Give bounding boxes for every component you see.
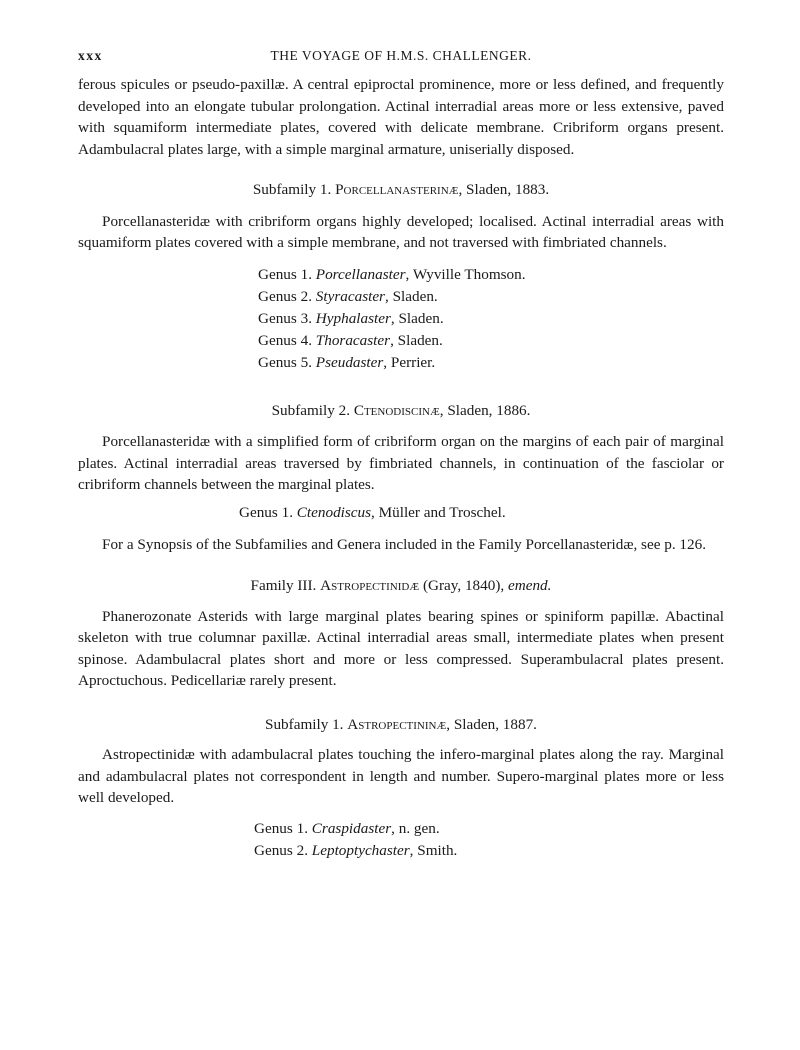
genus-item xyxy=(239,502,724,524)
genus-authority: , Müller and Troschel. xyxy=(371,503,506,521)
family-label: Family III. xyxy=(250,577,317,595)
subfamily-2-genera xyxy=(239,502,724,524)
genus-label: Genus 1. xyxy=(254,819,308,837)
subfamily-name: Porcellanasterinæ xyxy=(335,181,459,198)
subfamily-authority: , Sladen, 1887. xyxy=(446,715,537,733)
genus-name: Leptoptychaster xyxy=(311,841,410,859)
subfamily-1-heading xyxy=(78,179,724,201)
genus-name: Styracaster xyxy=(315,287,385,305)
genus-label: Genus 5. xyxy=(258,354,312,372)
subfamily-3-description: Astropectinidæ with adambulacral plates touching the infero-marginal plates along the ray. Marginal and adambulacral plates not correspondent in length and number. Supero-marginal plates more or less well developed. xyxy=(78,746,724,807)
genus-authority: , n. gen. xyxy=(391,819,440,837)
genus-item xyxy=(258,352,724,374)
subfamily-3-genera xyxy=(254,818,724,862)
genus-name: Thoracaster xyxy=(315,332,391,350)
genus-label: Genus 1. xyxy=(239,503,293,521)
subfamily-authority: , Sladen, 1883. xyxy=(458,181,550,198)
genus-item xyxy=(258,264,724,286)
subfamily-1-genera xyxy=(258,264,724,375)
running-title: THE VOYAGE OF H.M.S. CHALLENGER. xyxy=(270,48,532,63)
genus-label: Genus 1. xyxy=(258,265,312,283)
genus-authority: , Sladen. xyxy=(390,309,444,327)
subfamily-name: Ctenodiscinæ xyxy=(353,401,440,419)
genus-name: Hyphalaster xyxy=(315,309,391,327)
genus-item xyxy=(254,840,724,862)
genus-label: Genus 3. xyxy=(258,309,312,327)
page-number: xxx xyxy=(78,48,103,63)
genus-item xyxy=(258,308,724,330)
subfamily-2-description: Porcellanasteridæ with a simplified form of cribriform organ on the margins of each pair of marginal plates. Actinal interradial areas traversed by fimbriated channels, in continuation of the fasciolar or cribriform channels between the marginal plates. xyxy=(78,433,724,494)
genus-label: Genus 2. xyxy=(254,841,308,859)
genus-item xyxy=(254,818,724,840)
family-name: Astropectinidæ xyxy=(320,577,420,595)
subfamily-2-heading xyxy=(78,400,724,422)
genus-name: Ctenodiscus xyxy=(296,503,372,521)
family-3-description: Phanerozonate Asterids with large marginal plates bearing spines or spiniform papillæ. Abactinal skeleton with true columnar paxillæ. Actinal interradial areas small, intermediate plates when present spinose. Adambulacral plates short and more or less compressed. Superambulacral plates present. Aproctuchous. Pedicellariæ rarely present. xyxy=(78,607,724,690)
subfamily-1-description: Porcellanasteridæ with cribriform organs highly developed; localised. Actinal interradial areas with squamiform plates covered with a simple membrane, and not traversed with fimbriated channels. xyxy=(78,212,724,251)
genus-name: Porcellanaster xyxy=(315,265,406,283)
genus-item xyxy=(258,330,724,352)
subfamily-3-heading xyxy=(78,714,724,736)
genus-authority: , Smith. xyxy=(409,841,458,859)
book-page xyxy=(78,48,724,862)
family-authority: (Gray, 1840), xyxy=(419,577,508,595)
genus-label: Genus 2. xyxy=(258,287,312,305)
genus-authority: , Sladen. xyxy=(390,332,443,350)
family-emend: emend. xyxy=(508,577,552,595)
genus-label: Genus 4. xyxy=(258,332,312,350)
genus-name: Pseudaster xyxy=(315,354,384,372)
subfamily-authority: , Sladen, 1886. xyxy=(439,401,531,419)
genus-authority: , Wyville Thomson. xyxy=(405,265,526,283)
genus-item xyxy=(258,286,724,308)
genus-authority: , Perrier. xyxy=(383,354,436,372)
genus-name: Craspidaster xyxy=(311,819,392,837)
subfamily-label: Subfamily 1. xyxy=(265,715,344,733)
subfamily-label: Subfamily 2. xyxy=(271,401,351,419)
synopsis-note: For a Synopsis of the Subfamilies and Genera included in the Family Porcellanasteridæ, see p. 126. xyxy=(102,535,707,553)
subfamily-name: Astropectininæ xyxy=(347,715,447,733)
family-3-heading xyxy=(78,575,724,597)
intro-paragraph: ferous spicules or pseudo-paxillæ. A central epiproctal prominence, more or less defined, and frequently developed into an elongate tubular prolongation. Actinal interradial areas more or less extensive, paved with squamiform intermediate plates, covered with delicate membrane. Cribriform organs present. Adambulacral plates large, with a simple marginal armature, uniserially disposed. xyxy=(78,76,724,158)
genus-authority: , Sladen. xyxy=(384,287,438,305)
page-header xyxy=(78,48,724,72)
subfamily-label: Subfamily 1. xyxy=(252,181,332,198)
